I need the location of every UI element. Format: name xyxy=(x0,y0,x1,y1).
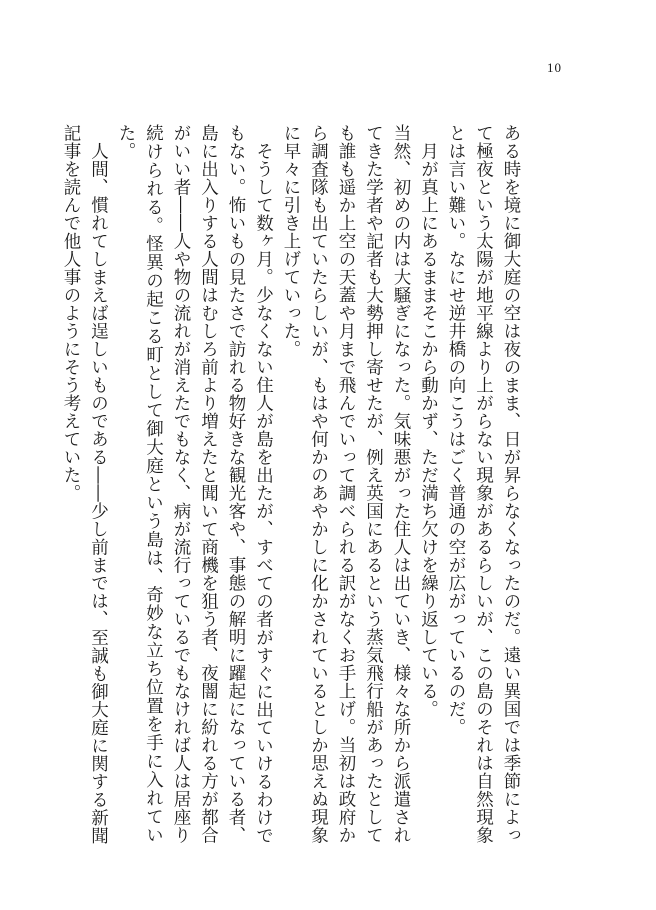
body-text xyxy=(61,124,524,845)
paragraph-5: 人間、慣れてしまえば逞しいものである――少し前までは、至誠も御大庭に関する新聞記事を読んで他人事のようにそう考えていた。 xyxy=(61,124,109,844)
page-number: 10 xyxy=(547,60,562,75)
paragraph-3: 当然、初めの内は大騒ぎになった。気味悪がった住人は出ていき、様々な所から派遣されてきた学者や記者も大勢押し寄せたが、例え英国にあるという蒸気飛行船があったとしても誰も遥か上空の天蓋や月まで飛んでいって調べられる訳がなくお手上げ。当初は政府から調査隊も出ていたらしいが、もはや何かのあやかしに化かされているとしか思えぬ現象に早々に引き上げていった。 xyxy=(281,124,411,844)
paragraph-1: ある時を境に御大庭の空は夜のまま、日が昇らなくなったのだ。遠い異国では季節によって極夜という太陽が地平線より上がらない現象があるらしいが、この島のそれは自然現象とは言い難い。なにせ逆井橋の向こうはごく普通の空が広がっているのだ。 xyxy=(446,124,521,844)
paragraph-2: 月が真上にあるままそこから動かず、ただ満ち欠けを繰り返している。 xyxy=(418,141,439,718)
paragraph-4: そうして数ヶ月。少なくない住人が島を出たが、すべての者がすぐに出ていけるわけでもない。怖いもの見たさで訪れる物好きな観光客や、事態の解明に躍起になっている者、島に出入りする人間はむしろ前より増えたと聞いて商機を狙う者、夜闇に紛れる方が都合がいい者――人や物の流れが消えたでもなく、病が流行っているでもなければ人は居座り続けられる。怪異の起こる町として御大庭という島は、奇妙な立ち位置を手に入れていた。 xyxy=(116,124,274,845)
